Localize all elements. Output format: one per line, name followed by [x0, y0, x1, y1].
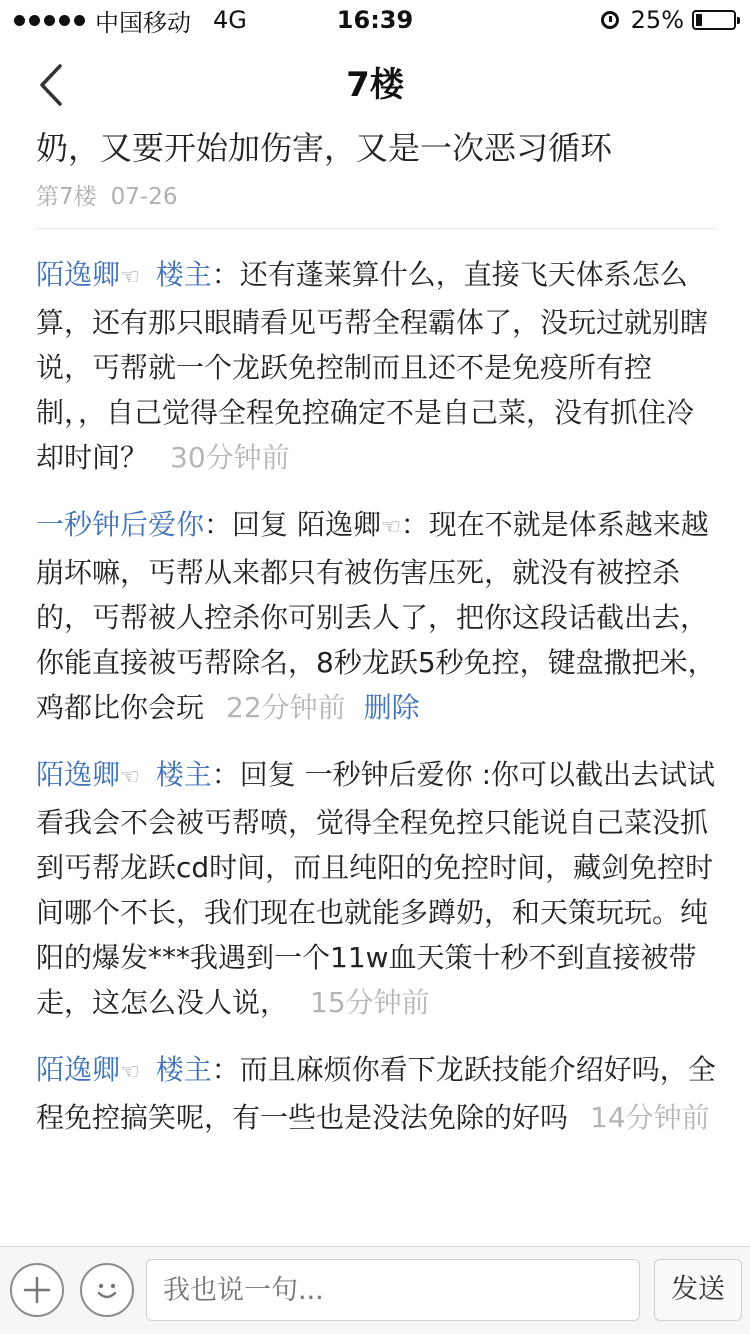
comment-separator: ： — [211, 258, 240, 291]
comment-text: 而且麻烦你看下龙跃技能介绍好吗，全程免控搞笑呢，有一些也是没法免除的好吗 — [36, 1053, 716, 1134]
page-title: 7楼 — [346, 65, 404, 105]
comment-author[interactable]: 陌逸卿 — [36, 758, 121, 791]
battery-level — [696, 14, 702, 26]
post-meta — [36, 180, 177, 214]
comment-author[interactable]: 陌逸卿 — [36, 258, 121, 291]
battery-icon — [692, 10, 736, 30]
plus-button[interactable] — [10, 1263, 64, 1317]
status-bar — [0, 0, 750, 40]
comment-time: 14分钟前 — [590, 1101, 710, 1134]
comment-list — [36, 252, 716, 1162]
carrier-label: 中国移动 — [95, 8, 191, 37]
comment-text: 回复 一秒钟后爱你 :你可以截出去试试看我会不会被丐帮喷，觉得全程免控只能说自己菜没抓到丐帮龙跃cd时间，而且纯阳的免控时间，藏剑免控时间哪个不长，我们现在也就能多蹲奶，和天策玩玩。纯阳的爆发***我遇到一个11w血天策十秒不到直接被带走，这怎么没人说， — [36, 758, 716, 1019]
alarm-icon — [601, 11, 619, 29]
comment-item — [36, 502, 716, 730]
comment-input[interactable] — [146, 1259, 640, 1321]
post-date: 07-26 — [110, 184, 178, 210]
comment-text: 现在不就是体系越来越崩坏嘛，丐帮从来都只有被伤害压死，就没有被控杀的，丐帮被人控杀你可别丢人了，把你这段话截出去，你能直接被丐帮除名，8秒龙跃5秒免控，键盘撒把米，鸡都比你会玩 — [36, 508, 716, 724]
comment-item — [36, 252, 716, 480]
reply-to-name: 陌逸卿 — [296, 508, 381, 541]
post-floor: 第7楼 — [36, 184, 97, 210]
hand-icon: ☜ — [120, 265, 140, 290]
hand-icon: ☜ — [120, 765, 140, 790]
comment-separator: ： — [211, 758, 240, 791]
status-right — [601, 4, 736, 36]
op-badge: 楼主 — [155, 758, 212, 791]
reply-separator: ： — [400, 508, 429, 541]
comment-time: 15分钟前 — [310, 986, 430, 1019]
comment-time: 22分钟前 — [226, 691, 346, 724]
comment-author[interactable]: 陌逸卿 — [36, 1053, 121, 1086]
post-text: 奶，又要开始加伤害，又是一次恶习循环 — [36, 129, 613, 167]
comment-time: 30分钟前 — [170, 441, 290, 474]
battery-percent: 25% — [630, 6, 684, 34]
comment-text: 还有蓬莱算什么，直接飞天体系怎么算，还有那只眼睛看见丐帮全程霸体了，没玩过就别瞎说，丐帮就一个龙跃免控制而且还不是免疫所有控制，，自己觉得全程免控确定不是自己菜，没有抓住冷却时间？ — [36, 258, 709, 474]
comment-separator: ： — [204, 508, 233, 541]
divider — [36, 228, 716, 229]
emoji-button[interactable] — [80, 1263, 134, 1317]
comment-separator: ： — [211, 1053, 240, 1086]
op-badge: 楼主 — [155, 1053, 212, 1086]
status-time: 16:39 — [336, 6, 414, 34]
op-badge: 楼主 — [155, 258, 212, 291]
hand-icon: ☜ — [120, 1060, 140, 1085]
hand-icon: ☜ — [380, 515, 401, 540]
network-label: 4G — [213, 6, 247, 34]
reply-prefix: 回复 — [232, 508, 289, 541]
delete-button[interactable]: 删除 — [363, 691, 420, 724]
comment-item — [36, 1047, 716, 1140]
bottom-bar — [0, 1246, 750, 1334]
nav-bar — [0, 40, 750, 130]
send-button[interactable]: 发送 — [654, 1259, 742, 1321]
comment-item — [36, 752, 716, 1025]
emoji-icon — [90, 1273, 124, 1307]
comment-author[interactable]: 一秒钟后爱你 — [36, 508, 205, 541]
plus-icon — [22, 1275, 52, 1305]
